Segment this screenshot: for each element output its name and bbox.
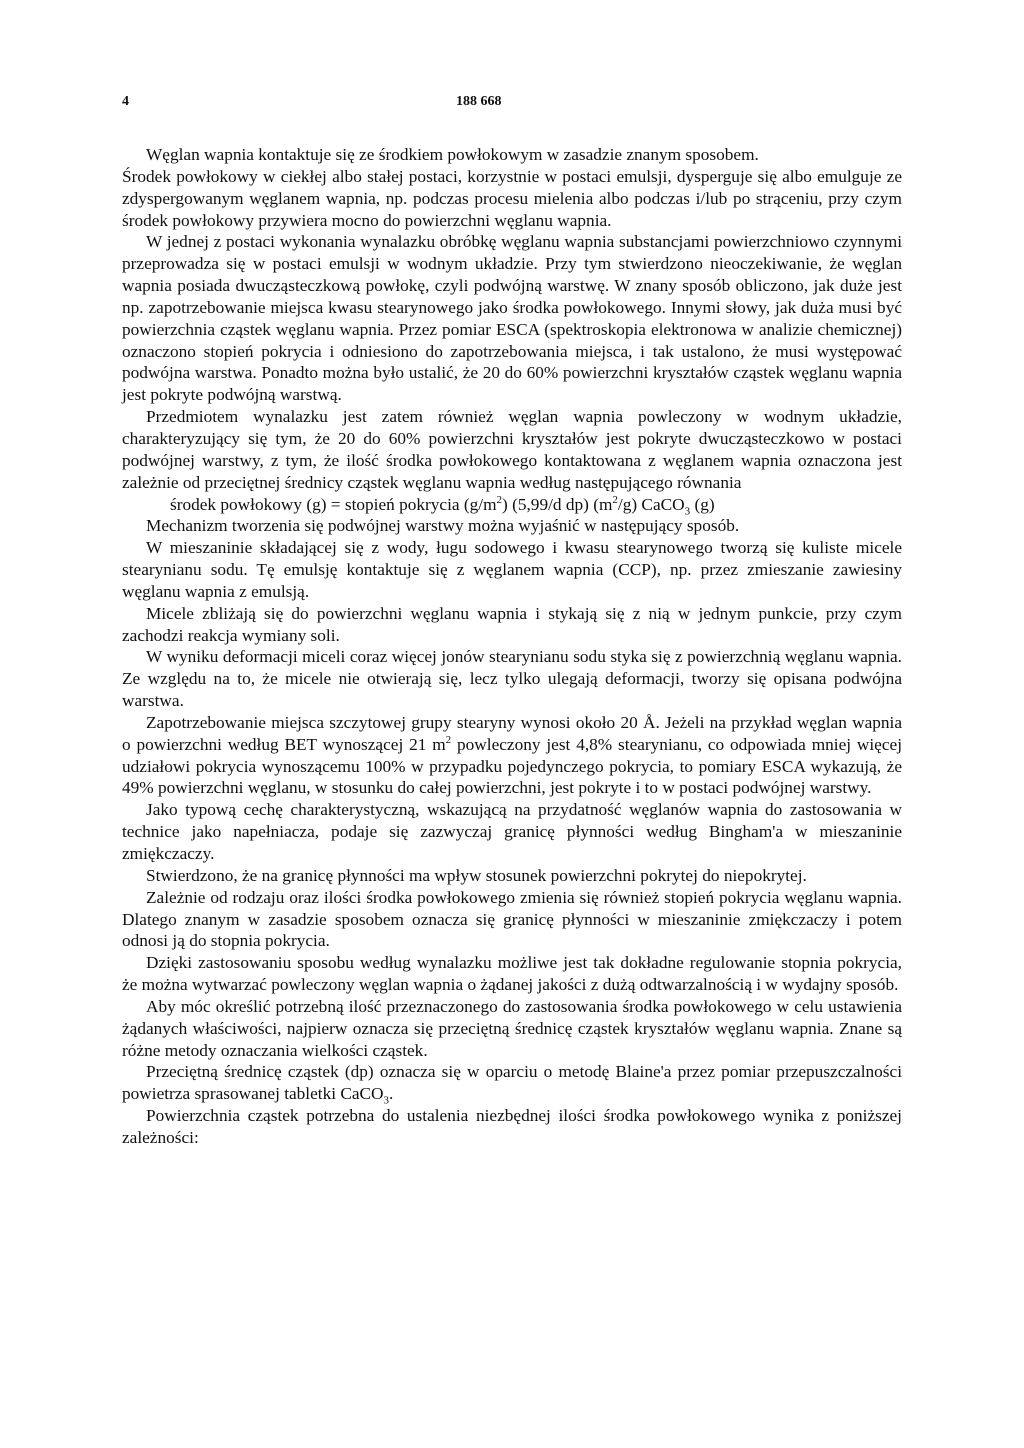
paragraph: Jako typową cechę charakterystyczną, wskazującą na przydatność węglanów wapnia do zastosowania w technice jako napełniacza, podaje się zazwyczaj granicę płynności według Bingham'a w mieszaninie zmiękczaczy. — [122, 800, 902, 863]
paragraph: W mieszaninie składającej się z wody, ługu sodowego i kwasu stearynowego tworzą się kuliste micele stearynianu sodu. Tę emulsję kontaktuje się z węglanem wapnia (CCP), np. przez zmieszanie zawiesiny węglanu wapnia z emulsją. — [122, 538, 902, 601]
paragraph: Węglan wapnia kontaktuje się ze środkiem powłokowym w zasadzie znanym sposobem. — [146, 145, 759, 164]
paragraph: Dzięki zastosowaniu sposobu według wynalazku możliwe jest tak dokładne regulowanie stopnia pokrycia, że można wytwarzać powleczony węglan wapnia o żądanej jakości z dużą odtwarzalnością i w wydajny sposób. — [122, 953, 902, 995]
bet-text-a: Zapotrzebowanie miejsca szczytowej grupy stearyny wynosi około 20 Å. Jeżeli na przykład węglan wapnia o powierzchni według BET wynoszącej 21 m — [122, 712, 902, 754]
patent-number: 188 668 — [456, 94, 502, 109]
blaine-text-b: . — [389, 1084, 394, 1104]
bet-sup: 2 — [445, 734, 452, 747]
paragraph: Stwierdzono, że na granicę płynności ma wpływ stosunek powierzchni pokrytej do niepokrytej. — [146, 865, 807, 885]
formula-sup: 2 — [496, 493, 503, 506]
coating-formula — [122, 494, 902, 516]
blaine-text-a: Przeciętną średnicę cząstek (dp) oznacza się w oparciu o metodę Blaine'a przez pomiar przepuszczalności powietrza sprasowanej tabletki CaCO — [122, 1062, 902, 1104]
formula-mid2: /g) CaCO — [617, 494, 685, 514]
paragraph-bet — [122, 712, 902, 799]
formula-sup: 2 — [612, 493, 618, 506]
blaine-sub: 3 — [383, 1094, 390, 1107]
bet-text-b: powleczony jest 4,8% stearynianu, co odpowiada mniej więcej udziałowi pokrycia wynoszącemu 100% w przypadku pojedynczego pokrycia, to pomiary ESCA wykazują, że 49% powierzchni węglanu, w stosunku do całej powierzchni, jest pokryte i to w postaci podwójnej warstwy. — [122, 734, 902, 798]
paragraph: W jednej z postaci wykonania wynalazku obróbkę węglanu wapnia substancjami powierzchniowo czynnymi przeprowadza się w postaci emulsji w wodnym układzie. Przy tym stwierdzono nieoczekiwanie, że węglan wapnia posiada dwucząsteczkową powłokę, czyli podwójną warstwę. W znany sposób obliczono, jak duże jest np. zapotrzebowanie miejsca kwasu stearynowego jako środka powłokowego. Innymi słowy, jak duża musi być powierzchnia cząstek węglanu wapnia. Przez pomiar ESCA (spektroskopia elektronowa w analizie chemicznej) oznaczono stopień pokrycia i odniesiono do zapotrzebowania miejsca, i tak ustalono, że musi występować podwójna warstwa. Ponadto można było ustalić, że 20 do 60% powierzchni kryształów cząstek węglanu wapnia jest pokryte podwójną warstwą. — [122, 232, 902, 405]
paragraph: Zależnie od rodzaju oraz ilości środka powłokowego zmienia się również stopień pokrycia węglanu wapnia. Dlatego znanym w zasadzie sposobem oznacza się granicę płynności w mieszaninie zmiękczaczy i potem odnosi ją do stopnia pokrycia. — [122, 887, 902, 951]
formula-sub: 3 — [684, 504, 691, 517]
paragraph: W wyniku deformacji miceli coraz więcej jonów stearynianu sodu styka się z powierzchnią węglanu wapnia. Ze względu na to, że micele nie otwierają się, lecz tylko ulegają deformacji, tworzy się opisana podwójna warstwa. — [122, 647, 902, 711]
paragraph: Przedmiotem wynalazku jest zatem również węglan wapnia powleczony w wodnym układzie, charakteryzujący się tym, że 20 do 60% powierzchni kryształów jest pokryte dwucząsteczkowo w postaci podwójnej warstwy, z tym, że ilość środka powłokowego kontaktowana z węglanem wapnia oznaczona jest zależnie od przeciętnej średnicy cząstek węglanu wapnia według następującego równania — [122, 407, 902, 492]
paragraph: Środek powłokowy w ciekłej albo stałej postaci, korzystnie w postaci emulsji, dysperguje się albo emulguje ze zdyspergowanym węglanem wapnia, np. podczas procesu mielenia albo podczas i/lub po strąceniu, przy czym środek powłokowy przywiera mocno do powierzchni węglanu wapnia. — [122, 166, 902, 230]
body-text — [122, 144, 902, 1149]
paragraph: Micele zbliżają się do powierzchni węglanu wapnia i stykają się z nią w jednym punkcie, przy czym zachodzi reakcja wymiany soli. — [122, 603, 902, 645]
paragraph: Mechanizm tworzenia się podwójnej warstwy można wyjaśnić w następujący sposób. — [146, 516, 740, 536]
page-number: 4 — [122, 94, 129, 109]
paragraph-blaine — [122, 1061, 902, 1105]
paragraph: Aby móc określić potrzebną ilość przeznaczonego do zastosowania środka powłokowego w celu ustawienia żądanych właściwości, najpierw oznacza się przeciętną średnicę cząstek kryształów węglanu wapnia. Znane są różne metody oznaczania wielkości cząstek. — [122, 996, 902, 1060]
page-header — [122, 94, 902, 114]
paragraph: Powierzchnia cząstek potrzebna do ustalenia niezbędnej ilości środka powłokowego wynika z poniższej zależności: — [122, 1106, 902, 1147]
formula-lhs: środek powłokowy (g) = stopień pokrycia (g/m — [170, 494, 497, 514]
formula-end: (g) — [690, 494, 715, 514]
formula-mid: ) (5,99/d dp) (m — [502, 494, 613, 514]
